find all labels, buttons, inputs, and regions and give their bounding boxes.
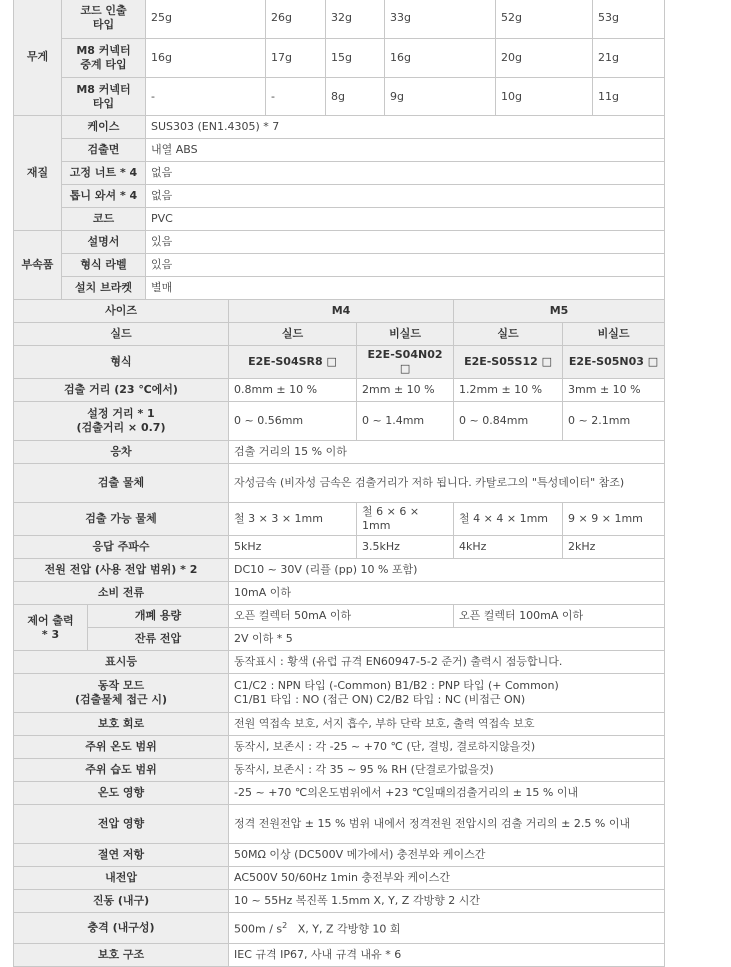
weight-value: 25g: [146, 0, 266, 39]
target-value: 자성금속 (비자성 금속은 검출거리가 저하 됩니다. 카탈로그의 "특성데이터" 참조): [229, 464, 665, 503]
shield-col: 비실드: [563, 323, 665, 346]
accessory-value: 있음: [146, 254, 665, 277]
model-name: E2E-S05N03 □: [563, 346, 665, 379]
material-value: 없음: [146, 162, 665, 185]
enclosure-value: IEC 규격 IP67, 사내 규격 내유 * 6: [229, 944, 665, 967]
model-label: 형식: [14, 346, 229, 379]
ambient-humidity-label: 주위 습도 범위: [14, 759, 229, 782]
weight-row-label: M8 커넥터 타입: [62, 78, 146, 116]
shield-col: 실드: [229, 323, 357, 346]
residual-voltage-label: 잔류 전압: [88, 628, 229, 651]
current-value: 10mA 이하: [229, 582, 665, 605]
response-frequency-value: 2kHz: [563, 536, 665, 559]
weight-value: 53g: [593, 0, 665, 39]
dielectric-strength-value: AC500V 50/60Hz 1min 충전부와 케이스간: [229, 867, 665, 890]
protection-circuit-label: 보호 회로: [14, 713, 229, 736]
weight-row-label: M8 커넥터 중계 타입: [62, 39, 146, 78]
set-distance-value: 0 ~ 1.4mm: [357, 402, 454, 441]
response-frequency-label: 응답 주파수: [14, 536, 229, 559]
switching-capacity-value: 오픈 컬렉터 50mA 이하: [229, 605, 454, 628]
set-distance-value: 0 ~ 2.1mm: [563, 402, 665, 441]
voltage-influence-value: 정격 전원전압 ± 15 % 범위 내에서 정격전원 전압시의 검출 거리의 ± 2.5 % 이내: [229, 805, 665, 844]
current-label: 소비 전류: [14, 582, 229, 605]
model-name: E2E-S05S12 □: [454, 346, 563, 379]
weight-value: 52g: [496, 0, 593, 39]
weight-value: 21g: [593, 39, 665, 78]
material-row-label: 케이스: [62, 116, 146, 139]
set-distance-value: 0 ~ 0.84mm: [454, 402, 563, 441]
material-value: PVC: [146, 208, 665, 231]
shock-value-exponent: 2: [282, 921, 288, 931]
weight-material-table: [13, 0, 665, 300]
response-frequency-value: 4kHz: [454, 536, 563, 559]
temperature-influence-value: -25 ~ +70 ℃의온도범위에서 +23 ℃일때의검출거리의 ± 15 % 이내: [229, 782, 665, 805]
material-row-label: 고정 너트 * 4: [62, 162, 146, 185]
sensing-distance-label: 검출 거리 (23 ℃에서): [14, 379, 229, 402]
accessory-row-label: 설명서: [62, 231, 146, 254]
material-row-label: 톱니 와셔 * 4: [62, 185, 146, 208]
size-m4: M4: [229, 300, 454, 323]
standard-target-value: 철 4 × 4 × 1mm: [454, 503, 563, 536]
accessory-value: 있음: [146, 231, 665, 254]
shield-col: 비실드: [357, 323, 454, 346]
voltage-influence-label: 전압 영향: [14, 805, 229, 844]
shock-value: [229, 913, 665, 944]
switching-capacity-value: 오픈 컬렉터 100mA 이하: [454, 605, 665, 628]
indicator-value: 동작표시 : 황색 (유럽 규격 EN60947-5-2 준거) 출력시 점등합니다.: [229, 651, 665, 674]
standard-target-value: 9 × 9 × 1mm: [563, 503, 665, 536]
standard-target-value: 철 3 × 3 × 1mm: [229, 503, 357, 536]
weight-value: 11g: [593, 78, 665, 116]
standard-target-label: 검출 가능 물체: [14, 503, 229, 536]
supply-voltage-label: 전원 전압 (사용 전압 범위) * 2: [14, 559, 229, 582]
material-value: 없음: [146, 185, 665, 208]
standard-target-value: 철 6 × 6 × 1mm: [357, 503, 454, 536]
vibration-value: 10 ~ 55Hz 복진폭 1.5mm X, Y, Z 각방향 2 시간: [229, 890, 665, 913]
weight-value: -: [266, 78, 326, 116]
residual-voltage-value: 2V 이하 * 5: [229, 628, 665, 651]
shield-col: 실드: [454, 323, 563, 346]
vibration-label: 진동 (내구): [14, 890, 229, 913]
shield-label: 실드: [14, 323, 229, 346]
set-distance-value: 0 ~ 0.56mm: [229, 402, 357, 441]
response-frequency-value: 3.5kHz: [357, 536, 454, 559]
target-label: 검출 물체: [14, 464, 229, 503]
insulation-resistance-label: 절연 저항: [14, 844, 229, 867]
insulation-resistance-value: 50MΩ 이상 (DC500V 메가에서) 충전부와 케이스간: [229, 844, 665, 867]
weight-value: 17g: [266, 39, 326, 78]
weight-value: 9g: [385, 78, 496, 116]
temperature-influence-label: 온도 영향: [14, 782, 229, 805]
sensing-distance-value: 0.8mm ± 10 %: [229, 379, 357, 402]
model-name: E2E-S04SR8 □: [229, 346, 357, 379]
operation-mode-value: C1/C2 : NPN 타입 (-Common) B1/B2 : PNP 타입 (+ Common) C1/B1 타입 : NO (접근 ON) C2/B2 타입 : NC (비접근 ON): [229, 674, 665, 713]
weight-group-label: 무게: [14, 0, 62, 116]
control-output-label: 제어 출력 * 3: [14, 605, 88, 651]
accessories-group-label: 부속품: [14, 231, 62, 300]
weight-value: 32g: [326, 0, 385, 39]
material-value: SUS303 (EN1.4305) * 7: [146, 116, 665, 139]
hysteresis-label: 응차: [14, 441, 229, 464]
weight-value: 26g: [266, 0, 326, 39]
size-m5: M5: [454, 300, 665, 323]
weight-value: 10g: [496, 78, 593, 116]
weight-value: 8g: [326, 78, 385, 116]
enclosure-label: 보호 구조: [14, 944, 229, 967]
accessory-row-label: 형식 라벨: [62, 254, 146, 277]
model-name: E2E-S04N02 □: [357, 346, 454, 379]
accessory-row-label: 설치 브라켓: [62, 277, 146, 300]
dielectric-strength-label: 내전압: [14, 867, 229, 890]
size-label: 사이즈: [14, 300, 229, 323]
response-frequency-value: 5kHz: [229, 536, 357, 559]
weight-value: 16g: [385, 39, 496, 78]
weight-value: -: [146, 78, 266, 116]
supply-voltage-value: DC10 ~ 30V (리플 (pp) 10 % 포함): [229, 559, 665, 582]
material-group-label: 재질: [14, 116, 62, 231]
set-distance-label: 설정 거리 * 1 (검출거리 × 0.7): [14, 402, 229, 441]
sensing-distance-value: 3mm ± 10 %: [563, 379, 665, 402]
weight-value: 20g: [496, 39, 593, 78]
material-value: 내열 ABS: [146, 139, 665, 162]
shock-label: 충격 (내구성): [14, 913, 229, 944]
ambient-temperature-label: 주위 온도 범위: [14, 736, 229, 759]
shock-value-prefix: 500m / s: [234, 922, 283, 936]
sensing-distance-value: 1.2mm ± 10 %: [454, 379, 563, 402]
switching-capacity-label: 개폐 용량: [88, 605, 229, 628]
operation-mode-label: 동작 모드 (검출물체 접근 시): [14, 674, 229, 713]
ambient-temperature-value: 동작시, 보존시 : 각 -25 ~ +70 ℃ (단, 결빙, 결로하지않을것): [229, 736, 665, 759]
weight-value: 16g: [146, 39, 266, 78]
weight-value: 33g: [385, 0, 496, 39]
weight-row-label: 코드 인출 타입: [62, 0, 146, 39]
accessory-value: 별매: [146, 277, 665, 300]
material-row-label: 코드: [62, 208, 146, 231]
indicator-label: 표시등: [14, 651, 229, 674]
material-row-label: 검출면: [62, 139, 146, 162]
hysteresis-value: 검출 거리의 15 % 이하: [229, 441, 665, 464]
protection-circuit-value: 전원 역접속 보호, 서지 흡수, 부하 단락 보호, 출력 역접속 보호: [229, 713, 665, 736]
spec-table: [13, 299, 665, 967]
weight-value: 15g: [326, 39, 385, 78]
shock-value-suffix: X, Y, Z 각방향 10 회: [297, 922, 401, 936]
ambient-humidity-value: 동작시, 보존시 : 각 35 ~ 95 % RH (단결로가없을것): [229, 759, 665, 782]
sensing-distance-value: 2mm ± 10 %: [357, 379, 454, 402]
